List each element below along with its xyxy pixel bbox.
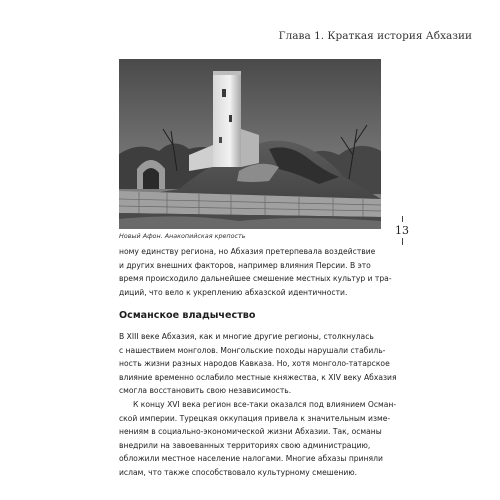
paragraph-ottoman [119,398,397,480]
text-line: и других внешних факторов, например влияния Персии. В это [119,260,371,270]
paragraph-continuation [119,245,392,299]
page-number: 13 [395,224,409,237]
folio-rule-bottom [402,238,403,245]
text-line: время происходило дальнейшее смешение местных культур и тра- [119,274,392,284]
text-line: с нашествием монголов. Монгольские походы нарушали стабиль- [119,345,386,355]
running-head: Глава 1. Краткая история Абхазии [278,30,472,42]
text-line: ской империи. Турецкая оккупация привела к значительным изме- [119,413,391,423]
text-line: диций, что вело к укреплению абхазской идентичности. [119,287,348,297]
section-heading: Османское владычество [119,310,256,321]
page-number-marker [392,216,412,245]
text-line: нениям в социально-экономической жизни Абхазии. Так, османы [119,427,382,437]
text-line: В XIII веке Абхазия, как и многие другие регионы, столкнулась [119,332,374,341]
text-line: ному единству региона, но Абхазия претерпевала воздействие [119,247,376,256]
text-line: К концу XVI века регион все-таки оказался под влиянием Осман- [133,400,397,409]
text-line: влияние временно ослабило местные княжества, к XIV веку Абхазия [119,372,397,382]
fortress-photo [119,59,381,229]
figure-caption: Новый Афон. Анакопийская крепость [119,232,246,240]
text-line: внедрили на завоеванных территориях свою администрацию, [119,440,371,450]
text-line: обложили местное население налогами. Многие абхазы приняли [119,454,383,464]
paragraph-mongols [119,330,397,398]
text-line: ность жизни разных народов Кавказа. Но, хотя монголо-татарское [119,359,390,369]
folio-rule-top [402,216,403,222]
text-line: смогла восстановить свою независимость. [119,386,292,396]
text-line: ислам, что также способствовало культурному смешению. [119,467,358,477]
